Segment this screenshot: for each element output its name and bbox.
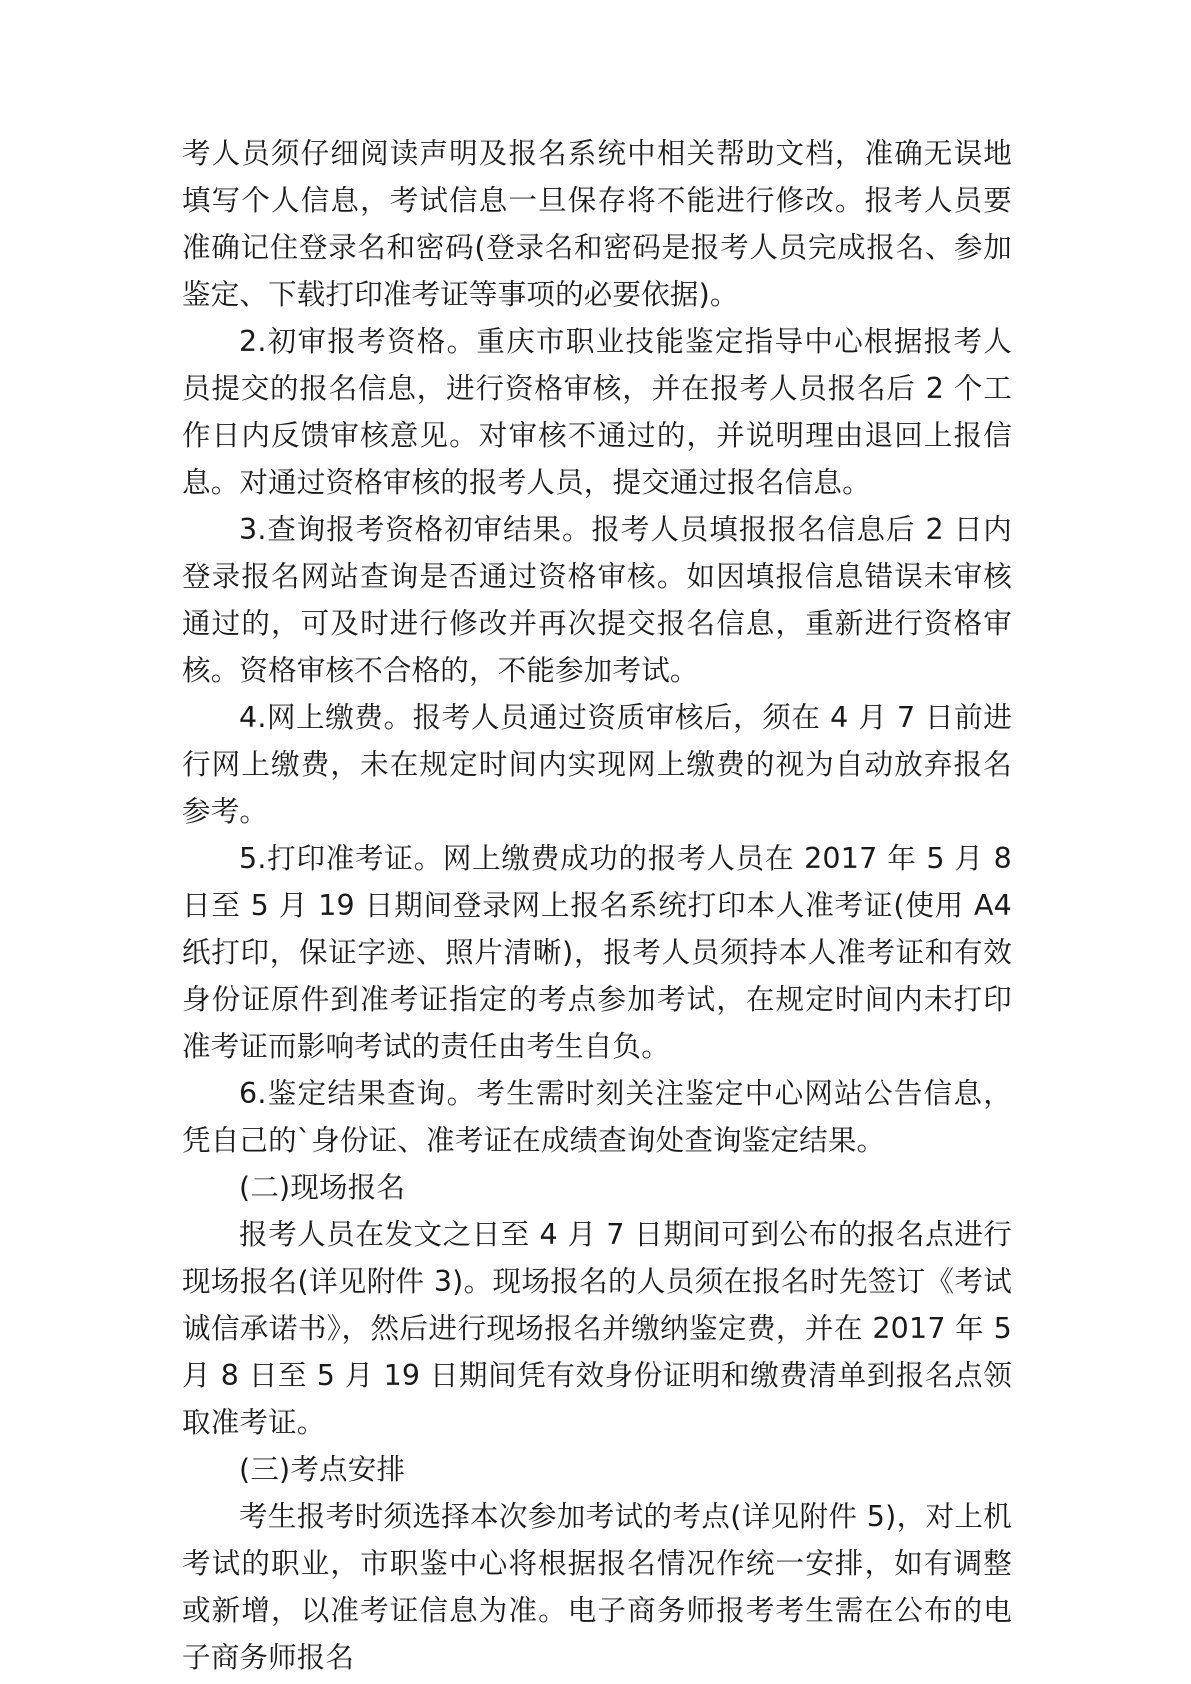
paragraph-1: 考人员须仔细阅读声明及报名系统中相关帮助文档，准确无误地填写个人信息，考试信息一旦保存将不能进行修改。报考人员要准确记住登录名和密码(登录名和密码是报考人员完成报名、参加鉴定、下载打印准考证等事项的必要依据)。 [182, 137, 1012, 311]
document-body [182, 130, 1012, 1681]
paragraph-4: 4.网上缴费。报考人员通过资质审核后，须在 4 月 7 日前进行网上缴费，未在规定时间内实现网上缴费的视为自动放弃报名参考。 [182, 701, 1012, 828]
section-heading-onsite-registration: (二)现场报名 [239, 1171, 406, 1204]
paragraph-5: 5.打印准考证。网上缴费成功的报考人员在 2017 年 5 月 8 日至 5 月 19 日期间登录网上报名系统打印本人准考证(使用 A4 纸打印，保证字迹、照片清晰)，报考人员须持本人准考证和有效身份证原件到准考证指定的考点参加考试，在规定时间内未打印准考证而影响考试的责任由考生自负。 [182, 842, 1012, 1063]
paragraph-10: 考生报考时须选择本次参加考试的考点(详见附件 5)，对上机考试的职业，市职鉴中心将根据报名情况作统一安排，如有调整或新增，以准考证信息为准。电子商务师报考考生需在公布的电子商务师报名 [182, 1500, 1012, 1674]
paragraph-2: 2.初审报考资格。重庆市职业技能鉴定指导中心根据报考人员提交的报名信息，进行资格审核，并在报考人员报名后 2 个工作日内反馈审核意见。对审核不通过的，并说明理由退回上报信息。对通过资格审核的报考人员，提交通过报名信息。 [182, 325, 1012, 499]
section-heading-exam-sites: (三)考点安排 [239, 1453, 406, 1486]
paragraph-6: 6.鉴定结果查询。考生需时刻关注鉴定中心网站公告信息，凭自己的`身份证、准考证在成绩查询处查询鉴定结果。 [182, 1077, 1012, 1157]
paragraph-3: 3.查询报考资格初审结果。报考人员填报报名信息后 2 日内登录报名网站查询是否通过资格审核。如因填报信息错误未审核通过的，可及时进行修改并再次提交报名信息，重新进行资格审核。资格审核不合格的，不能参加考试。 [182, 513, 1012, 687]
paragraph-8: 报考人员在发文之日至 4 月 7 日期间可到公布的报名点进行现场报名(详见附件 3)。现场报名的人员须在报名时先签订《考试诚信承诺书》，然后进行现场报名并缴纳鉴定费，并在 2017 年 5 月 8 日至 5 月 19 日期间凭有效身份证明和缴费清单到报名点领取准考证。 [182, 1218, 1012, 1439]
